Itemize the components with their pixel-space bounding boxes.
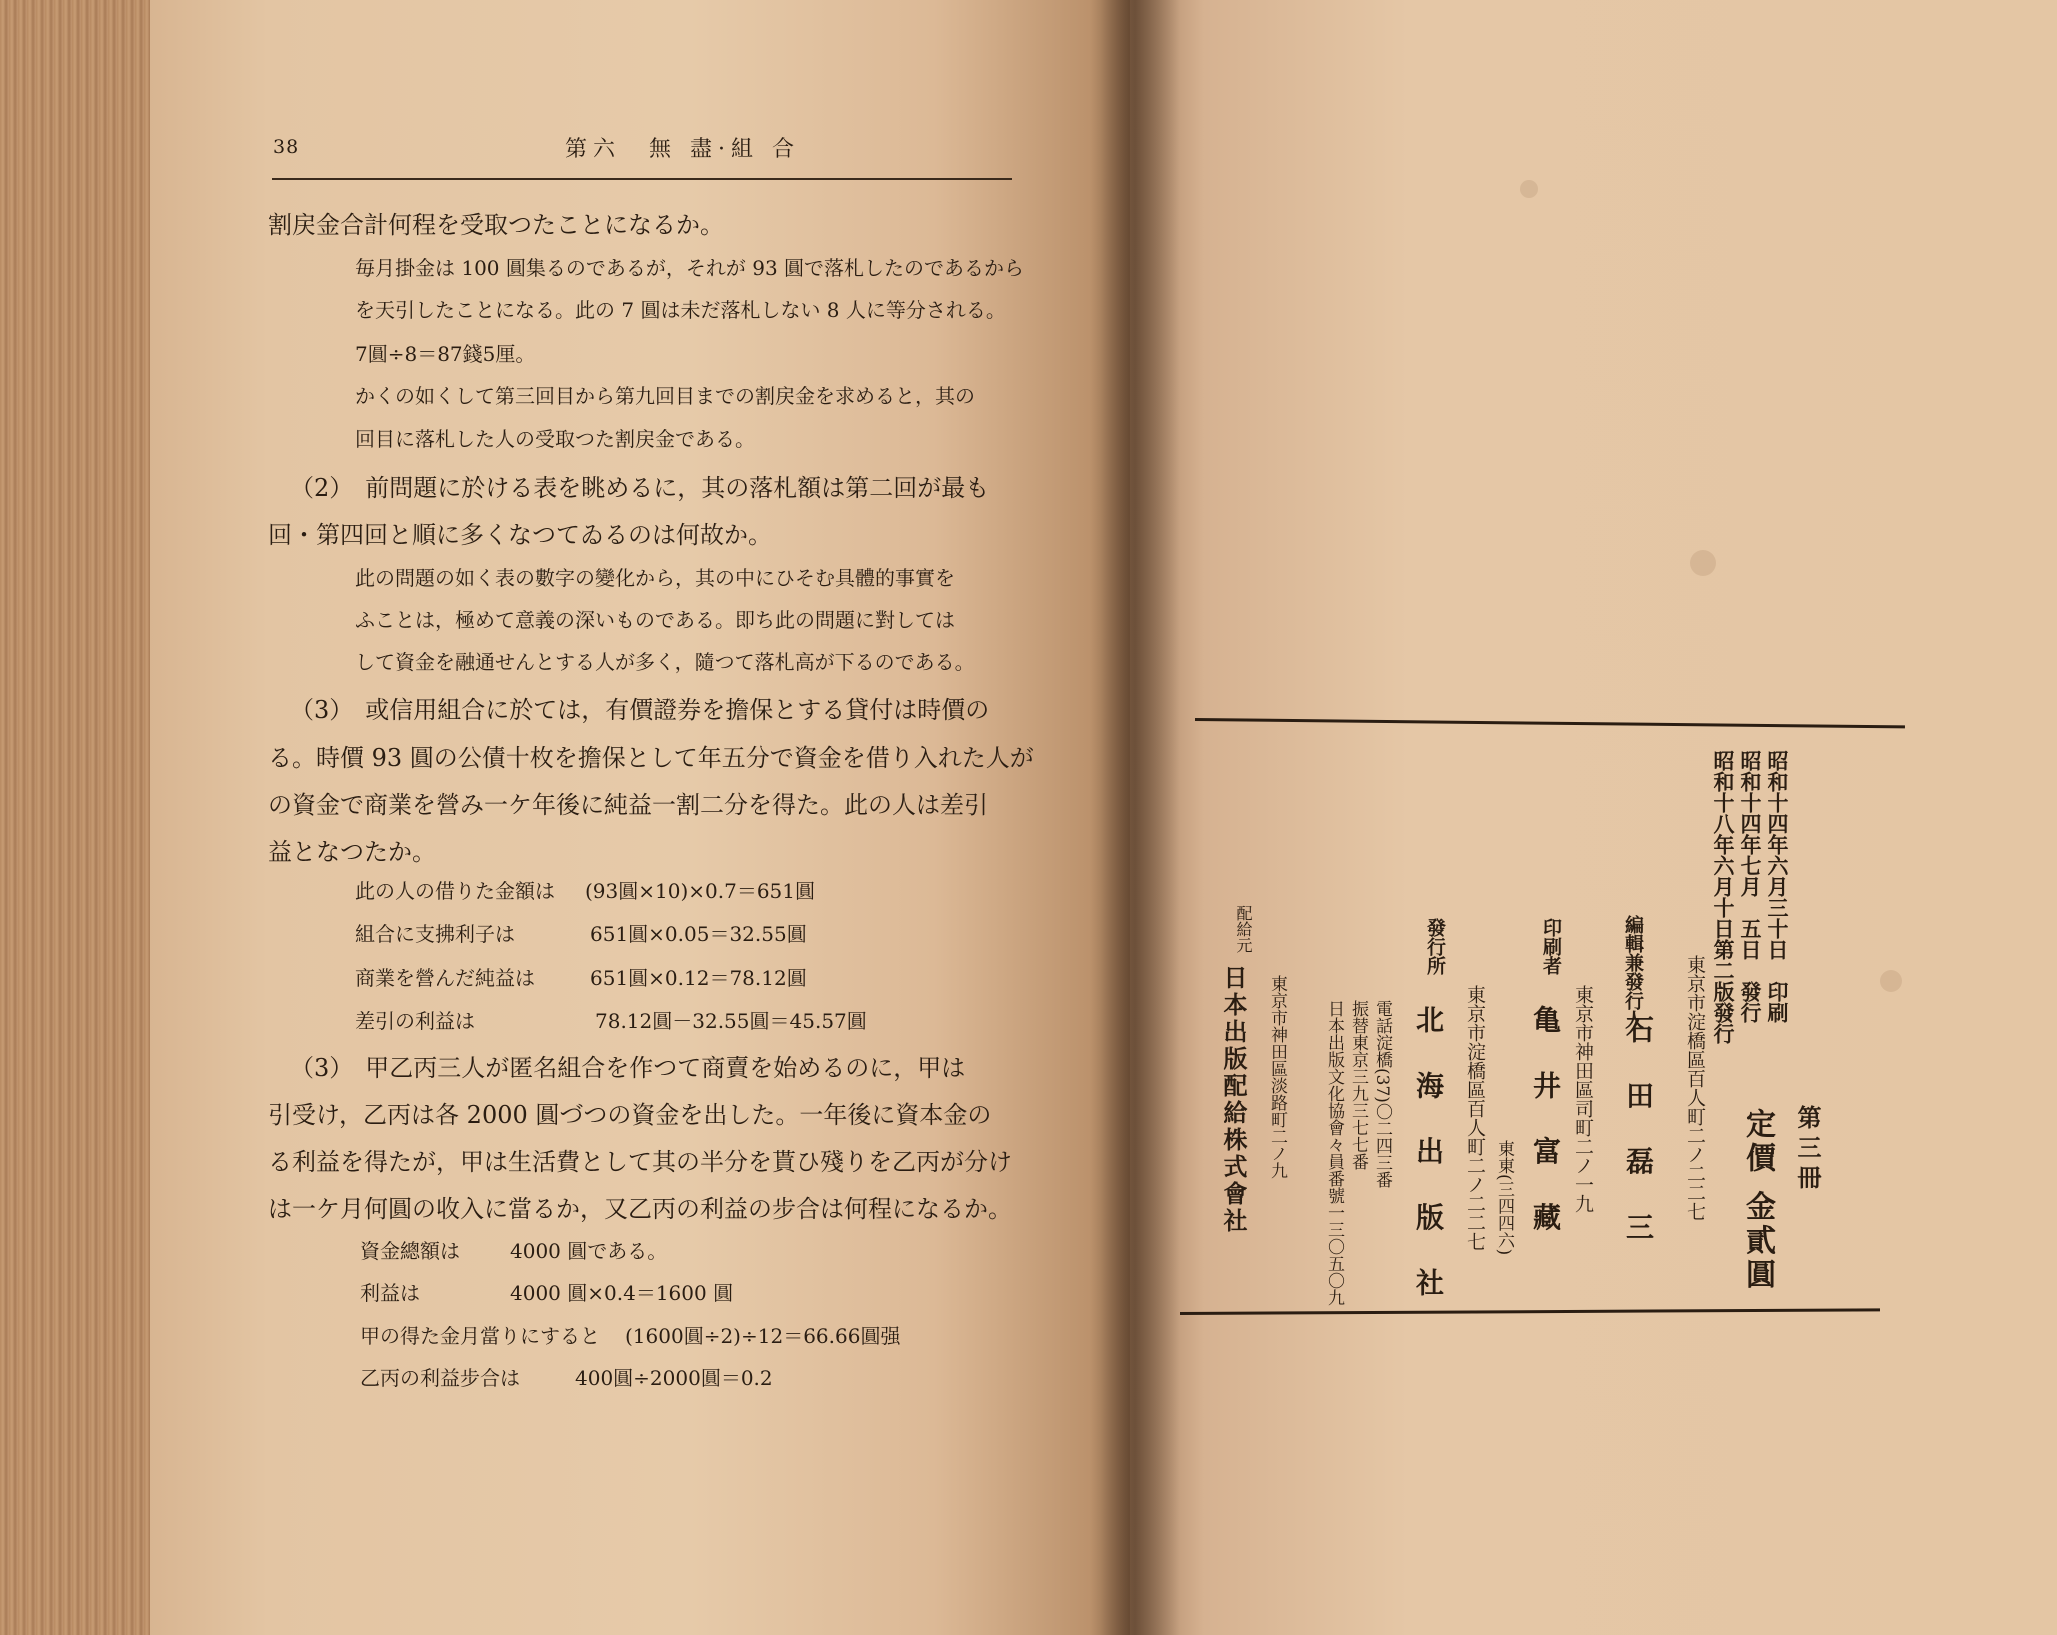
calc-value: 651圓×0.05＝32.55圓 <box>590 922 807 946</box>
calc-label: 差引の利益は <box>355 1009 475 1033</box>
paper-stain <box>1520 180 1538 198</box>
editor-address: 東京市淀橋區百人町二ノ二二七 <box>1684 955 1706 1221</box>
calc-label: 組合に支拂利子は <box>355 922 515 946</box>
calc-value: 400圓÷2000圓＝0.2 <box>575 1366 773 1390</box>
text-line: して資金を融通せんとする人が多く，隨つて落札高が下るのである。 <box>355 650 975 674</box>
calc-label: 甲の得た金月當りにすると <box>360 1324 600 1348</box>
print-date: 昭和十四年六月三十日 印刷 <box>1765 750 1790 1023</box>
paper-stain <box>1880 970 1902 992</box>
calc-value: 651圓×0.12＝78.12圓 <box>590 966 807 990</box>
text-line: 割戻金合計何程を受取つたことになるか。 <box>268 211 724 239</box>
running-head: 第六 無 盡·組 合 <box>565 137 800 162</box>
printer-address: 東京市神田區司町二ノ一九 <box>1572 985 1594 1213</box>
calc-label: 利益は <box>360 1281 420 1305</box>
text-line: る利益を得たが，甲は生活費として其の半分を貰ひ殘りを乙丙が分け <box>268 1148 1012 1176</box>
right-page <box>1130 0 2057 1635</box>
text-line: は一ケ月何圓の收入に當るか，又乙丙の利益の步合は何程になるか。 <box>268 1195 1012 1223</box>
text-line: 引受け，乙丙は各 2000 圓づつの資金を出した。一年後に資本金の <box>268 1101 992 1129</box>
text-line: 毎月掛金は 100 圓集るのであるが，それが 93 圓で落札したのであるから <box>355 256 1025 280</box>
price: 定價 金貳圓 <box>1740 1108 1775 1293</box>
text-line: 此の問題の如く表の數字の變化から，其の中にひそむ具體的事實を <box>355 566 955 590</box>
page-number: 38 <box>273 136 300 158</box>
publisher-name: 北 海 出 版 社 <box>1412 1005 1445 1310</box>
calc-value: (93圓×10)×0.7＝651圓 <box>585 879 815 903</box>
text-line: ふことは，極めて意義の深いものである。即ち此の問題に對しては <box>355 608 955 632</box>
publisher-association-number: 日本出版文化協會々員番號一三〇五〇九 <box>1324 1000 1344 1306</box>
text-line: かくの如くして第三回目から第九回目までの割戻金を求めると，其の <box>355 384 975 408</box>
book-gutter <box>1090 0 1180 1635</box>
printer-name: 亀 井 富 藏 <box>1529 1005 1562 1245</box>
text-line: を天引したことになる。此の 7 圓は未だ落札しない 8 人に等分される。 <box>355 298 1006 322</box>
volume-number: 第三冊 <box>1793 1105 1822 1195</box>
text-line: （3） 甲乙丙三人が匿名組合を作つて商賣を始めるのに，甲は <box>290 1054 966 1082</box>
calc-label: 乙丙の利益步合は <box>360 1366 520 1390</box>
publisher-label: 發行所 <box>1424 918 1446 975</box>
page-edges <box>0 0 150 1635</box>
calc-value: 4000 圓×0.4＝1600 圓 <box>510 1281 734 1305</box>
text-line: る。時價 93 圓の公債十枚を擔保として年五分で資金を借り入れた人が <box>268 744 1034 772</box>
text-line: 回目に落札した人の受取つた割戻金である。 <box>355 427 755 451</box>
editor-name: 石 田 磊 三 <box>1622 1015 1655 1255</box>
printer-label: 印刷者 <box>1540 918 1562 975</box>
calc-value: 4000 圓である。 <box>510 1239 668 1263</box>
text-line: 回・第四回と順に多くなつてゐるのは何故か。 <box>268 521 772 549</box>
text-line: （2） 前問題に於ける表を眺めるに，其の落札額は第二回が最も <box>290 474 990 502</box>
publisher-transfer-account: 振替東京三九三七七番 <box>1348 1000 1368 1170</box>
printer-extra: 東東(三四四六) <box>1494 1140 1514 1256</box>
publisher-address: 東京市淀橋區百人町二ノ二二七 <box>1464 985 1486 1251</box>
calc-label: 此の人の借りた金額は <box>355 879 555 903</box>
distributor-label: 配給元 <box>1234 905 1253 953</box>
calc-value: (1600圓÷2)÷12＝66.66圓强 <box>625 1324 901 1348</box>
publish-date: 昭和十四年七月 五日 發行 <box>1738 750 1763 1023</box>
publisher-phone: 電話淀橋(37)〇二四三番 <box>1372 1000 1392 1188</box>
text-line: の資金で商業を營み一ケ年後に純益一割二分を得た。此の人は差引 <box>268 791 988 819</box>
editor-label: 編輯兼發行人 <box>1622 915 1644 1029</box>
calc-label: 商業を營んだ純益は <box>355 966 535 990</box>
calc-label: 資金總額は <box>360 1239 460 1263</box>
distributor-address: 東京市神田區淡路町二ノ九 <box>1267 975 1287 1179</box>
text-line: 7圓÷8＝87錢5厘。 <box>355 342 536 366</box>
text-line: 益となつたか。 <box>268 838 436 866</box>
calc-value: 78.12圓－32.55圓＝45.57圓 <box>595 1009 867 1033</box>
distributor-name: 日本出版配給株式會社 <box>1219 965 1248 1235</box>
text-line: （3） 或信用組合に於ては，有價證券を擔保とする貸付は時價の <box>290 696 990 724</box>
second-edition-date: 昭和十八年六月十日第二版發行 <box>1711 750 1736 1044</box>
paper-stain <box>1690 550 1716 576</box>
header-rule <box>272 178 1012 180</box>
